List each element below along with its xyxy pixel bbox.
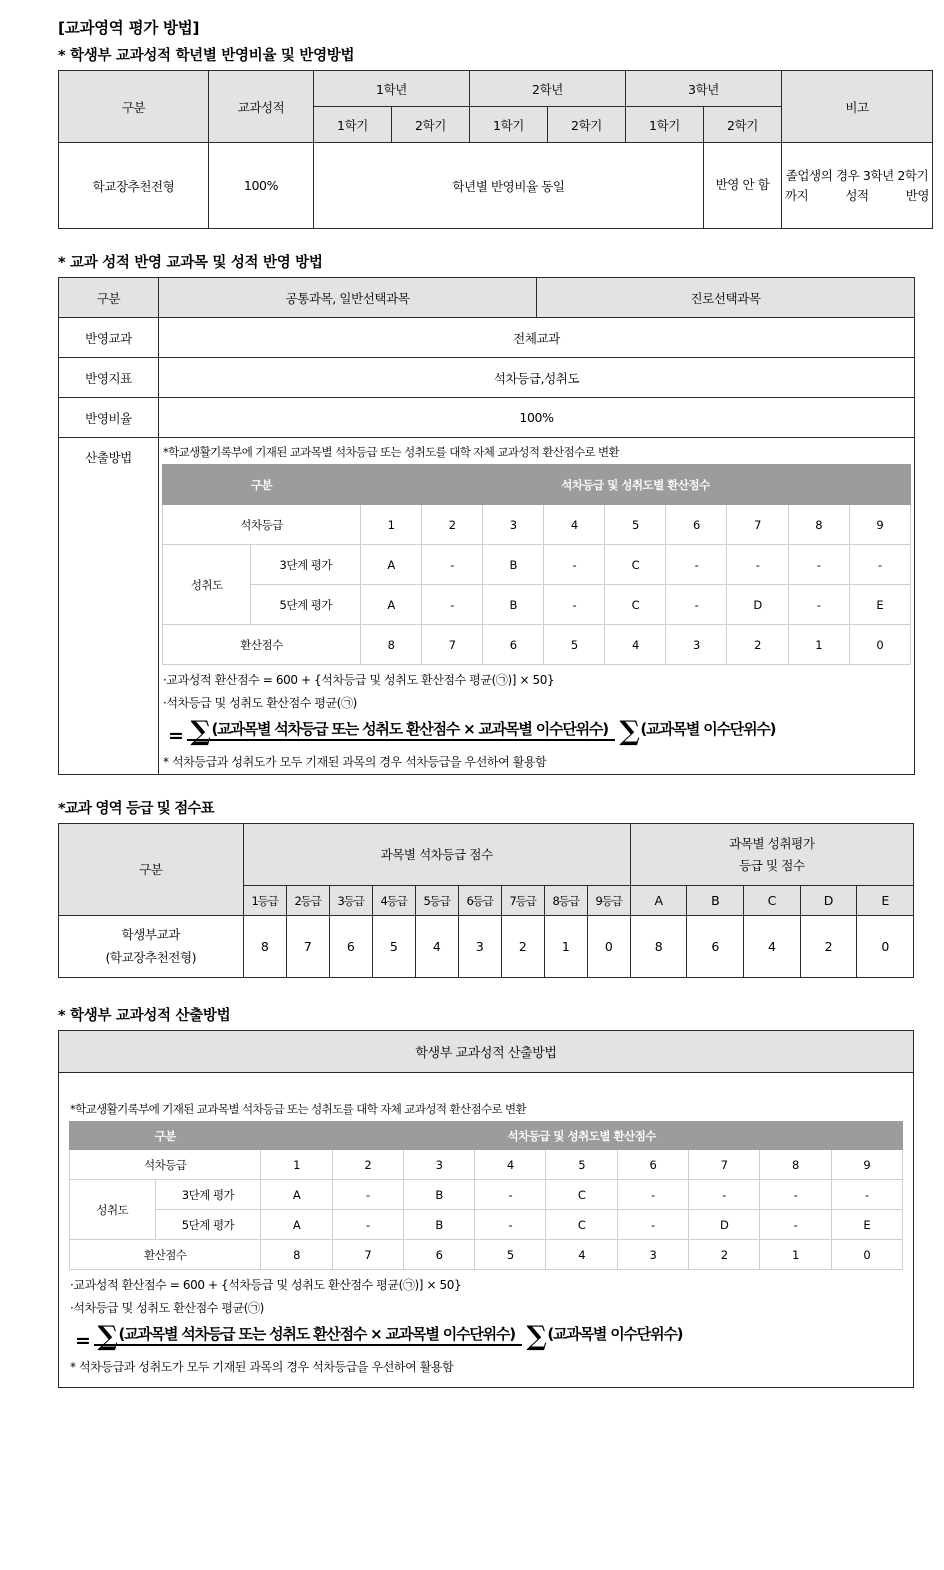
conv-rank-8: 8 xyxy=(788,505,849,545)
conv-row-rank-label: 석차등급 xyxy=(70,1150,261,1180)
panel-title: 학생부 교과성적 산출방법 xyxy=(59,1031,914,1073)
conv-3step-8: - xyxy=(788,545,849,585)
conv-5step-5: C xyxy=(605,585,666,625)
conv-row-achievement-label: 성취도 xyxy=(163,545,251,625)
conv-score-8: 1 xyxy=(788,625,849,665)
rowlabel-reflect-index: 반영지표 xyxy=(59,358,159,398)
achievement-group-line2: 등급 및 점수 xyxy=(739,857,805,873)
conv-score-2: 7 xyxy=(332,1240,403,1270)
conv-rank-4: 4 xyxy=(475,1150,546,1180)
section-grade-score-table xyxy=(58,797,920,978)
col-rank-5: 5등급 xyxy=(415,886,458,916)
cell-achieve-d-score: 2 xyxy=(800,916,857,978)
conv-3step-4: - xyxy=(475,1180,546,1210)
conv-5step-3: B xyxy=(403,1210,474,1240)
conv-row-achievement-label: 성취도 xyxy=(70,1180,156,1240)
conv-5step-9: E xyxy=(849,585,910,625)
col-grade3: 3학년 xyxy=(626,71,782,107)
conv-5step-8: - xyxy=(760,1210,831,1240)
panel-body xyxy=(59,1073,914,1388)
formula-numerator xyxy=(94,1320,523,1352)
table-row xyxy=(59,916,914,978)
conv-col-division: 구분 xyxy=(70,1122,261,1150)
conv-rank-3: 3 xyxy=(483,505,544,545)
conv-score-3: 6 xyxy=(403,1240,474,1270)
col-rank-group: 과목별 석차등급 점수 xyxy=(243,824,630,886)
conv-rank-7: 7 xyxy=(689,1150,760,1180)
col-grade2-sem1: 1학기 xyxy=(470,107,548,143)
cell-rank-2-score: 7 xyxy=(286,916,329,978)
col-achieve-d: D xyxy=(800,886,857,916)
conv-5step-6: - xyxy=(617,1210,688,1240)
conv-5step-4: - xyxy=(475,1210,546,1240)
conv-score-5: 4 xyxy=(546,1240,617,1270)
col-division: 구분 xyxy=(59,278,159,318)
conv-3step-3: B xyxy=(483,545,544,585)
conv-score-3: 6 xyxy=(483,625,544,665)
conv-row-3step-label: 3단계 평가 xyxy=(251,545,361,585)
conv-5step-7: D xyxy=(689,1210,760,1240)
conv-3step-9: - xyxy=(831,1180,902,1210)
conv-rank-4: 4 xyxy=(544,505,605,545)
table-row xyxy=(59,1073,914,1388)
conv-3step-4: - xyxy=(544,545,605,585)
formula-denominator xyxy=(615,715,779,747)
conv-rank-8: 8 xyxy=(760,1150,831,1180)
conv-5step-1: A xyxy=(361,585,422,625)
section-grade-ratio xyxy=(58,44,929,229)
cell-rank-3-score: 6 xyxy=(329,916,372,978)
table-row xyxy=(59,1031,914,1073)
rowlabel-reflect-subject: 반영교과 xyxy=(59,318,159,358)
cell-rank-9-score: 0 xyxy=(587,916,630,978)
formula-footnote: * 석차등급과 성취도가 모두 기재된 과목의 경우 석차등급을 우선하여 활용함 xyxy=(163,755,547,769)
col-subject-score: 교과성적 xyxy=(209,71,314,143)
col-common-general: 공통과목, 일반선택과목 xyxy=(159,278,537,318)
formula-footnote: * 석차등급과 성취도가 모두 기재된 과목의 경우 석차등급을 우선하여 활용함 xyxy=(70,1360,454,1374)
table-row xyxy=(163,505,911,545)
conv-score-7: 2 xyxy=(689,1240,760,1270)
table-row xyxy=(59,438,915,775)
table-row xyxy=(70,1122,903,1150)
cell-rank-4-score: 5 xyxy=(372,916,415,978)
col-grade1: 1학년 xyxy=(314,71,470,107)
conv-rank-9: 9 xyxy=(831,1150,902,1180)
table-row xyxy=(59,358,915,398)
page-title: [교과영역 평가 방법] xyxy=(58,19,200,37)
cell-calc-method-body xyxy=(159,438,915,775)
col-achieve-e: E xyxy=(857,886,914,916)
conv-3step-2: - xyxy=(332,1180,403,1210)
conversion-table xyxy=(162,464,911,665)
table-row xyxy=(59,71,933,107)
col-achieve-c: C xyxy=(743,886,800,916)
conv-rank-6: 6 xyxy=(666,505,727,545)
section2-heading: * 교과 성적 반영 교과목 및 성적 반영 방법 xyxy=(58,255,323,271)
cell-achieve-e-score: 0 xyxy=(857,916,914,978)
col-achieve-b: B xyxy=(687,886,744,916)
col-rank-6: 6등급 xyxy=(458,886,501,916)
table-grade-and-score xyxy=(58,823,914,978)
calc-note: *학교생활기록부에 기재된 교과목별 석차등급 또는 성취도를 대학 자체 교과성적 환산점수로 변환 xyxy=(163,445,620,459)
conv-3step-6: - xyxy=(666,545,727,585)
section-subject-reflection xyxy=(58,251,920,775)
col-rank-1: 1등급 xyxy=(243,886,286,916)
formula-line-2: ·석차등급 및 성취도 환산점수 평균(㉠) xyxy=(163,696,357,710)
conv-rank-6: 6 xyxy=(617,1150,688,1180)
rowlabel-calc-method: 산출방법 xyxy=(59,438,159,775)
rowlabel-line1: 학생부교과 xyxy=(121,927,180,942)
conv-row-converted-label: 환산점수 xyxy=(163,625,361,665)
conv-score-4: 5 xyxy=(475,1240,546,1270)
conv-score-5: 4 xyxy=(605,625,666,665)
formula-line-1: ·교과성적 환산점수 = 600 + {석차등급 및 성취도 환산점수 평균(㉠)] × 50} xyxy=(70,1278,462,1292)
col-rank-2: 2등급 xyxy=(286,886,329,916)
conv-col-division: 구분 xyxy=(163,465,361,505)
table-row xyxy=(70,1240,903,1270)
col-division: 구분 xyxy=(59,71,209,143)
col-grade1-sem1: 1학기 xyxy=(314,107,392,143)
equals-sign: = xyxy=(75,1330,91,1352)
col-rank-4: 4등급 xyxy=(372,886,415,916)
conv-row-3step-label: 3단계 평가 xyxy=(155,1180,261,1210)
formula-numerator xyxy=(187,715,616,747)
conv-3step-7: - xyxy=(727,545,788,585)
cell-reflect-index-value: 석차등급,성취도 xyxy=(159,358,915,398)
formula-denominator-text: (교과목별 이수단위수) xyxy=(640,719,776,738)
rowlabel-line2: (학교장추천전형) xyxy=(105,949,197,965)
calc-note: *학교생활기록부에 기재된 교과목별 석차등급 또는 성취도를 대학 자체 교과성적 환산점수로 변환 xyxy=(70,1102,527,1116)
table-row xyxy=(59,398,915,438)
conv-5step-4: - xyxy=(544,585,605,625)
section3-heading: *교과 영역 등급 및 점수표 xyxy=(58,801,214,817)
col-grade2: 2학년 xyxy=(470,71,626,107)
conv-5step-6: - xyxy=(666,585,727,625)
formula-line-1: ·교과성적 환산점수 = 600 + {석차등급 및 성취도 환산점수 평균(㉠)] × 50} xyxy=(163,673,555,687)
conv-3step-1: A xyxy=(261,1180,332,1210)
table-row xyxy=(163,465,911,505)
col-career-elective: 진로선택과목 xyxy=(537,278,915,318)
cell-rank-7-score: 2 xyxy=(501,916,544,978)
conv-3step-7: - xyxy=(689,1180,760,1210)
conv-3step-3: B xyxy=(403,1180,474,1210)
cell-merged-note: 학년별 반영비율 동일 xyxy=(314,143,704,229)
conv-5step-3: B xyxy=(483,585,544,625)
section1-heading: * 학생부 교과성적 학년별 반영비율 및 반영방법 xyxy=(58,48,355,64)
table-row xyxy=(70,1210,903,1240)
equals-sign: = xyxy=(168,725,184,747)
col-grade3-sem2: 2학기 xyxy=(704,107,782,143)
conv-row-5step-label: 5단계 평가 xyxy=(155,1210,261,1240)
cell-reflect-subject-value: 전체교과 xyxy=(159,318,915,358)
rowlabel-student-record xyxy=(59,916,244,978)
table-row xyxy=(59,318,915,358)
col-rank-3: 3등급 xyxy=(329,886,372,916)
conv-rank-5: 5 xyxy=(546,1150,617,1180)
conv-row-5step-label: 5단계 평가 xyxy=(251,585,361,625)
col-grade2-sem2: 2학기 xyxy=(548,107,626,143)
table-row xyxy=(59,143,933,229)
table-calculation-method-panel xyxy=(58,1030,914,1388)
conv-3step-1: A xyxy=(361,545,422,585)
conv-5step-8: - xyxy=(788,585,849,625)
cell-grade3-sem2-value: 반영 안 함 xyxy=(704,143,782,229)
formula-line-2: ·석차등급 및 성취도 환산점수 평균(㉠) xyxy=(70,1301,264,1315)
conv-rank-2: 2 xyxy=(422,505,483,545)
conv-score-7: 2 xyxy=(727,625,788,665)
formula-numerator-text: (교과목별 석차등급 또는 성취도 환산점수 × 교과목별 이수단위수) xyxy=(118,1324,515,1343)
formula-fraction xyxy=(75,1318,903,1352)
cell-subject-score-value: 100% xyxy=(209,143,314,229)
conv-rank-7: 7 xyxy=(727,505,788,545)
formula-fraction xyxy=(168,713,911,747)
conv-5step-1: A xyxy=(261,1210,332,1240)
conv-score-6: 3 xyxy=(666,625,727,665)
conv-row-rank-label: 석차등급 xyxy=(163,505,361,545)
table-subject-reflection-method xyxy=(58,277,915,775)
conv-rank-2: 2 xyxy=(332,1150,403,1180)
conv-5step-9: E xyxy=(831,1210,902,1240)
cell-reflect-ratio-value: 100% xyxy=(159,398,915,438)
cell-rank-5-score: 4 xyxy=(415,916,458,978)
conv-score-6: 3 xyxy=(617,1240,688,1270)
sigma-icon: ∑ xyxy=(619,715,640,747)
rowlabel-reflect-ratio: 반영비율 xyxy=(59,398,159,438)
col-rank-9: 9등급 xyxy=(587,886,630,916)
cell-division-value: 학교장추천전형 xyxy=(59,143,209,229)
achievement-group-line1: 과목별 성취평가 xyxy=(729,836,815,852)
conv-score-9: 0 xyxy=(849,625,910,665)
section-calculation-method xyxy=(58,1004,920,1388)
cell-rank-6-score: 3 xyxy=(458,916,501,978)
conv-3step-5: C xyxy=(546,1180,617,1210)
conv-3step-6: - xyxy=(617,1180,688,1210)
col-achievement-group xyxy=(630,824,913,886)
conv-rank-3: 3 xyxy=(403,1150,474,1180)
conv-row-converted-label: 환산점수 xyxy=(70,1240,261,1270)
conv-5step-5: C xyxy=(546,1210,617,1240)
conv-3step-2: - xyxy=(422,545,483,585)
formula-denominator xyxy=(522,1320,686,1352)
conv-rank-9: 9 xyxy=(849,505,910,545)
table-row xyxy=(163,625,911,665)
conv-score-4: 5 xyxy=(544,625,605,665)
conv-3step-5: C xyxy=(605,545,666,585)
sigma-icon: ∑ xyxy=(526,1320,547,1352)
conv-rank-5: 5 xyxy=(605,505,666,545)
conv-5step-2: - xyxy=(422,585,483,625)
conv-score-8: 1 xyxy=(760,1240,831,1270)
conv-rank-1: 1 xyxy=(361,505,422,545)
table-grade-reflection-ratio xyxy=(58,70,933,229)
table-row xyxy=(70,1180,903,1210)
cell-achieve-b-score: 6 xyxy=(687,916,744,978)
sigma-icon: ∑ xyxy=(97,1320,118,1352)
cell-rank-1-score: 8 xyxy=(243,916,286,978)
conv-score-9: 0 xyxy=(831,1240,902,1270)
table-row xyxy=(70,1150,903,1180)
table-row xyxy=(163,545,911,585)
col-remark: 비고 xyxy=(782,71,933,143)
col-grade1-sem2: 2학기 xyxy=(392,107,470,143)
cell-achieve-a-score: 8 xyxy=(630,916,687,978)
conv-score-2: 7 xyxy=(422,625,483,665)
table-row xyxy=(59,824,914,886)
conv-5step-2: - xyxy=(332,1210,403,1240)
col-grade3-sem1: 1학기 xyxy=(626,107,704,143)
cell-achieve-c-score: 4 xyxy=(743,916,800,978)
table-row xyxy=(59,278,915,318)
col-division: 구분 xyxy=(59,824,244,916)
cell-rank-8-score: 1 xyxy=(544,916,587,978)
conversion-table xyxy=(69,1121,903,1270)
formula-numerator-text: (교과목별 석차등급 또는 성취도 환산점수 × 교과목별 이수단위수) xyxy=(211,719,608,738)
conv-col-scores: 석차등급 및 성취도별 환산점수 xyxy=(361,465,911,505)
conv-3step-9: - xyxy=(849,545,910,585)
col-rank-8: 8등급 xyxy=(544,886,587,916)
formula-denominator-text: (교과목별 이수단위수) xyxy=(547,1324,683,1343)
conv-score-1: 8 xyxy=(261,1240,332,1270)
conv-rank-1: 1 xyxy=(261,1150,332,1180)
col-achieve-a: A xyxy=(630,886,687,916)
sigma-icon: ∑ xyxy=(190,715,211,747)
section4-heading: * 학생부 교과성적 산출방법 xyxy=(58,1008,231,1024)
conv-score-1: 8 xyxy=(361,625,422,665)
table-row xyxy=(163,585,911,625)
conv-col-scores: 석차등급 및 성취도별 환산점수 xyxy=(261,1122,903,1150)
col-rank-7: 7등급 xyxy=(501,886,544,916)
conv-3step-8: - xyxy=(760,1180,831,1210)
cell-remark-value: 졸업생의 경우 3학년 2학기까지 성적 반영 xyxy=(782,143,933,229)
conv-5step-7: D xyxy=(727,585,788,625)
